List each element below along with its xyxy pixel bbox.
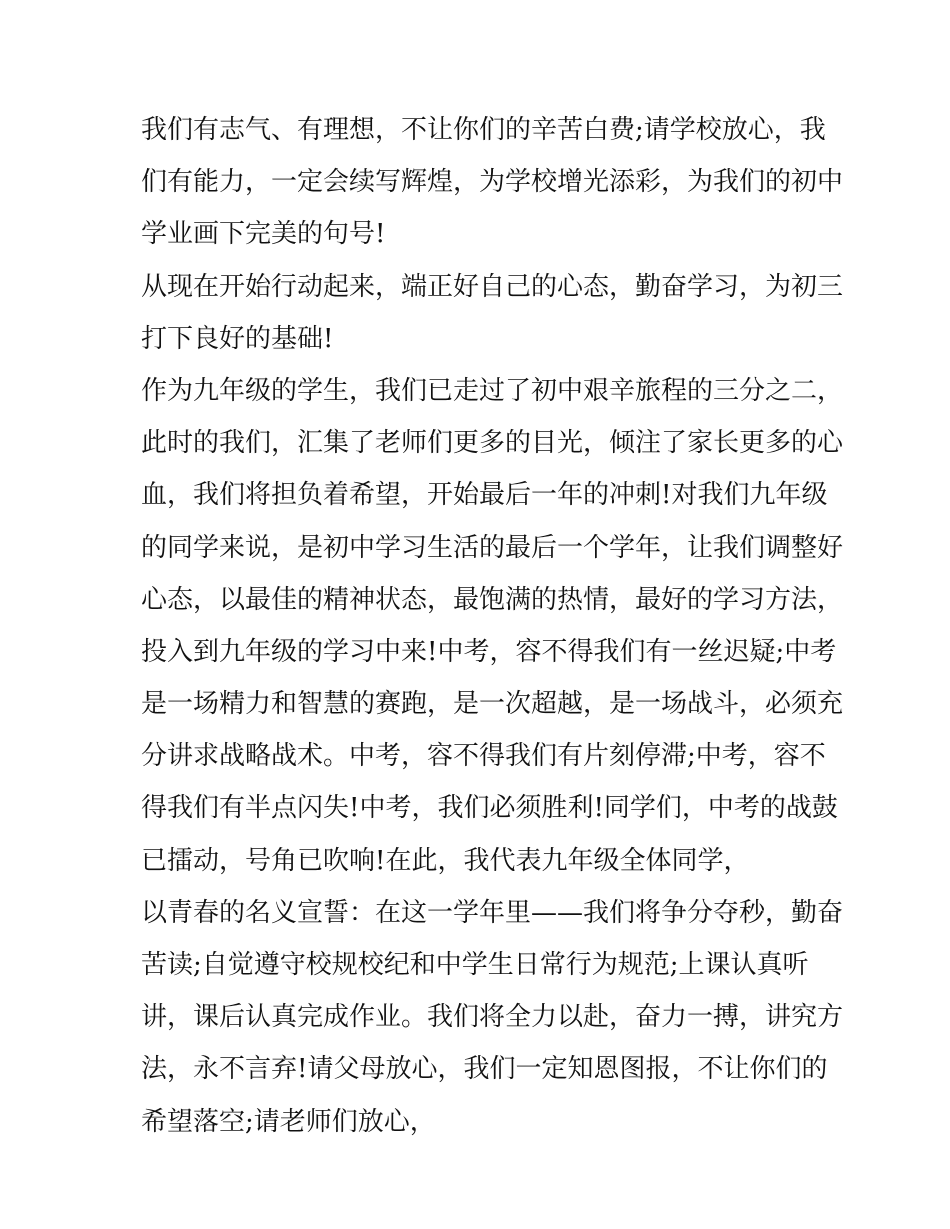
text-line: 得我们有半点闪失!中考，我们必须胜利!同学们，中考的战鼓 xyxy=(141,793,838,824)
text-line: 讲，课后认真完成作业。我们将全力以赴，奋力一搏，讲究方 xyxy=(141,1002,844,1033)
text-line: 的同学来说，是初中学习生活的最后一个学年，让我们调整好 xyxy=(141,532,844,563)
text-line: 学业画下完美的句号! xyxy=(141,219,386,250)
text-line: 我们有志气、有理想，不让你们的辛苦白费;请学校放心，我 xyxy=(141,115,826,145)
text-line: 分讲求战略战术。中考，容不得我们有片刻停滞;中考，容不 xyxy=(141,741,826,772)
text-line: 以青春的名义宣誓：在这一学年里——我们将争分夺秒，勤奋 xyxy=(141,897,844,928)
text-line: 此时的我们，汇集了老师们更多的目光，倾注了家长更多的心 xyxy=(141,428,844,459)
text-line: 打下良好的基础! xyxy=(141,323,334,354)
text-line: 投入到九年级的学习中来!中考，容不得我们有一丝迟疑;中考 xyxy=(141,636,837,667)
text-line: 希望落空;请老师们放心， xyxy=(141,1106,436,1137)
text-line: 苦读;自觉遵守校规校纪和中学生日常行为规范;上课认真听 xyxy=(141,950,809,980)
text-line: 法，永不言弃!请父母放心，我们一定知恩图报，不让你们的 xyxy=(141,1054,828,1085)
text-line: 血，我们将担负着希望，开始最后一年的冲刺!对我们九年级 xyxy=(141,480,828,511)
body-text xyxy=(141,108,844,1152)
text-line: 心态，以最佳的精神状态，最饱满的热情，最好的学习方法， xyxy=(141,584,844,615)
text-line: 从现在开始行动起来，端正好自己的心态，勤奋学习，为初三 xyxy=(141,271,844,302)
text-line: 作为九年级的学生，我们已走过了初中艰辛旅程的三分之二， xyxy=(141,375,844,406)
text-line: 已擂动，号角已吹响!在此，我代表九年级全体同学， xyxy=(141,845,750,876)
text-line: 是一场精力和智慧的赛跑，是一次超越，是一场战斗，必须充 xyxy=(141,689,844,720)
text-line: 们有能力，一定会续写辉煌，为学校增光添彩，为我们的初中 xyxy=(141,167,844,198)
